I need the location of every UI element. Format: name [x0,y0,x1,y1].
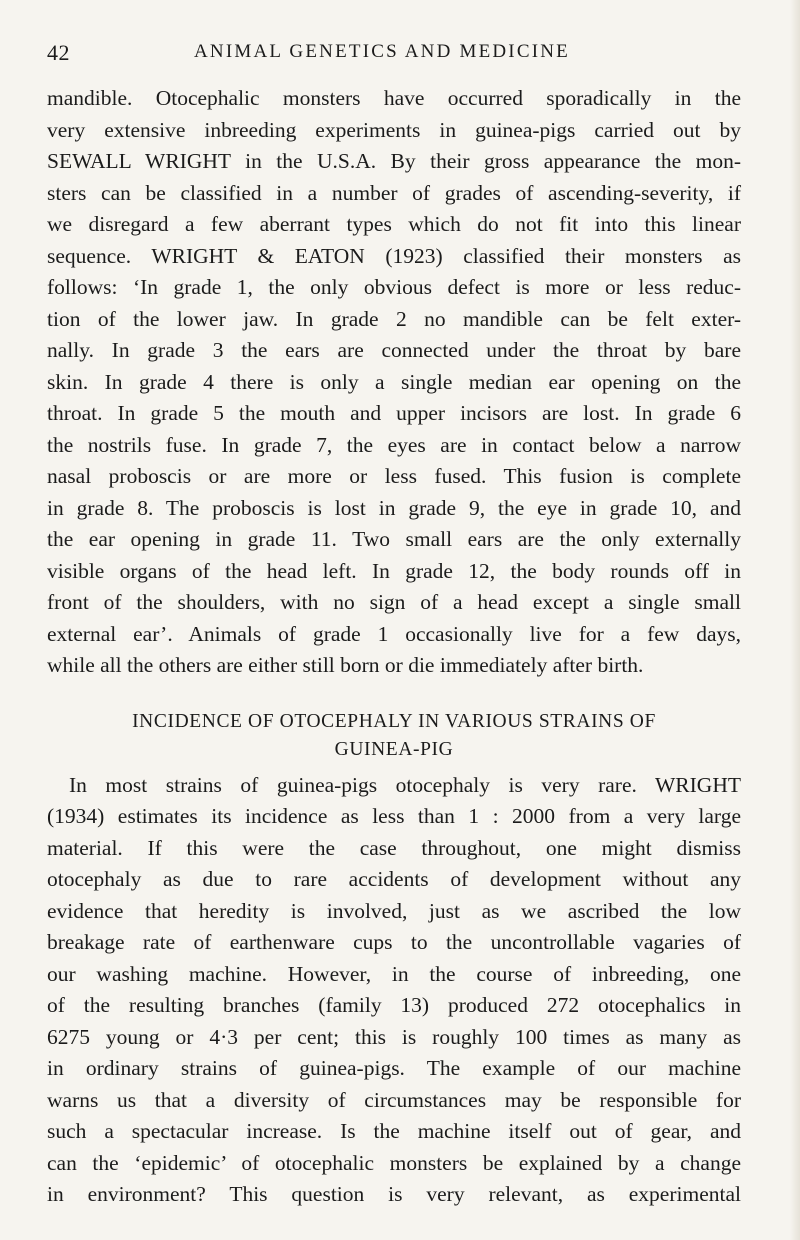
text-line: throat. In grade 5 the mouth and upper incisors are lost. In grade 6 [47,401,741,425]
text-line: sters can be classified in a number of grades of ascending-severity, if [47,180,741,205]
text-line: evidence that heredity is involved, just as we ascribed the low [47,898,741,923]
page-number: 42 [47,40,70,65]
text-line: sequence. WRIGHT & EATON (1923) classified their monsters as [47,243,741,268]
text-line: SEWALL WRIGHT in the U.S.A. By their gross appearance the mon- [47,149,741,173]
text-line: we disregard a few aberrant types which do not fit into this linear [47,212,741,236]
text-line: in grade 8. The proboscis is lost in grade 9, the eye in grade 10, and [47,495,741,520]
section-heading-line: GUINEA-PIG [334,738,454,760]
text-line: In most strains of guinea-pigs otocephaly is very rare. WRIGHT [69,772,741,797]
text-line: while all the others are either still born or die immediately after birth. [47,653,644,677]
paragraph-otocephalic-grades [47,83,741,682]
text-line: 6275 young or 4·3 per cent; this is roughly 100 times as many as [47,1024,741,1049]
text-line: mandible. Otocephalic monsters have occurred sporadically in the [47,86,741,110]
text-line: visible organs of the head left. In grade 12, the body rounds off in [47,558,741,583]
text-line: tion of the lower jaw. In grade 2 no mandible can be felt exter- [47,306,741,331]
text-line: skin. In grade 4 there is only a single median ear opening on the [47,369,741,394]
text-line: (1934) estimates its incidence as less than 1 : 2000 from a very large [47,804,741,828]
text-line: very extensive inbreeding experiments in guinea-pigs carried out by [47,117,741,142]
running-title: ANIMAL GENETICS AND MEDICINE [194,41,570,62]
text-line: otocephaly as due to rare accidents of development without any [47,867,741,891]
text-line: the ear opening in grade 11. Two small ears are the only externally [47,527,741,551]
text-line: nally. In grade 3 the ears are connected under the throat by bare [47,338,741,362]
text-line: the nostrils fuse. In grade 7, the eyes are in contact below a narrow [47,432,741,457]
text-block [47,83,741,1211]
text-line: such a spectacular increase. Is the machine itself out of gear, and [47,1119,741,1143]
text-line: front of the shoulders, with no sign of a head except a single small [47,590,741,614]
running-head [47,40,747,70]
text-line: external ear’. Animals of grade 1 occasionally live for a few days, [47,621,741,646]
text-line: follows: ‘In grade 1, the only obvious defect is more or less reduc- [47,275,741,299]
paragraph-incidence [47,770,741,1211]
section-heading-line: INCIDENCE OF OTOCEPHALY IN VARIOUS STRAINS OF [132,710,656,732]
text-line: our washing machine. However, in the course of inbreeding, one [47,961,741,986]
text-line: breakage rate of earthenware cups to the uncontrollable vagaries of [47,930,741,954]
text-line: in environment? This question is very relevant, as experimental [47,1182,741,1206]
text-line: nasal proboscis or are more or less fused. This fusion is complete [47,464,741,488]
text-line: of the resulting branches (family 13) produced 272 otocephalics in [47,993,741,1017]
page-edge [790,0,800,1240]
text-line: can the ‘epidemic’ of otocephalic monsters be explained by a change [47,1150,741,1175]
section-heading [47,708,741,764]
text-line: material. If this were the case throughout, one might dismiss [47,835,741,860]
text-line: in ordinary strains of guinea-pigs. The example of our machine [47,1056,741,1080]
text-line: warns us that a diversity of circumstances may be responsible for [47,1087,741,1112]
